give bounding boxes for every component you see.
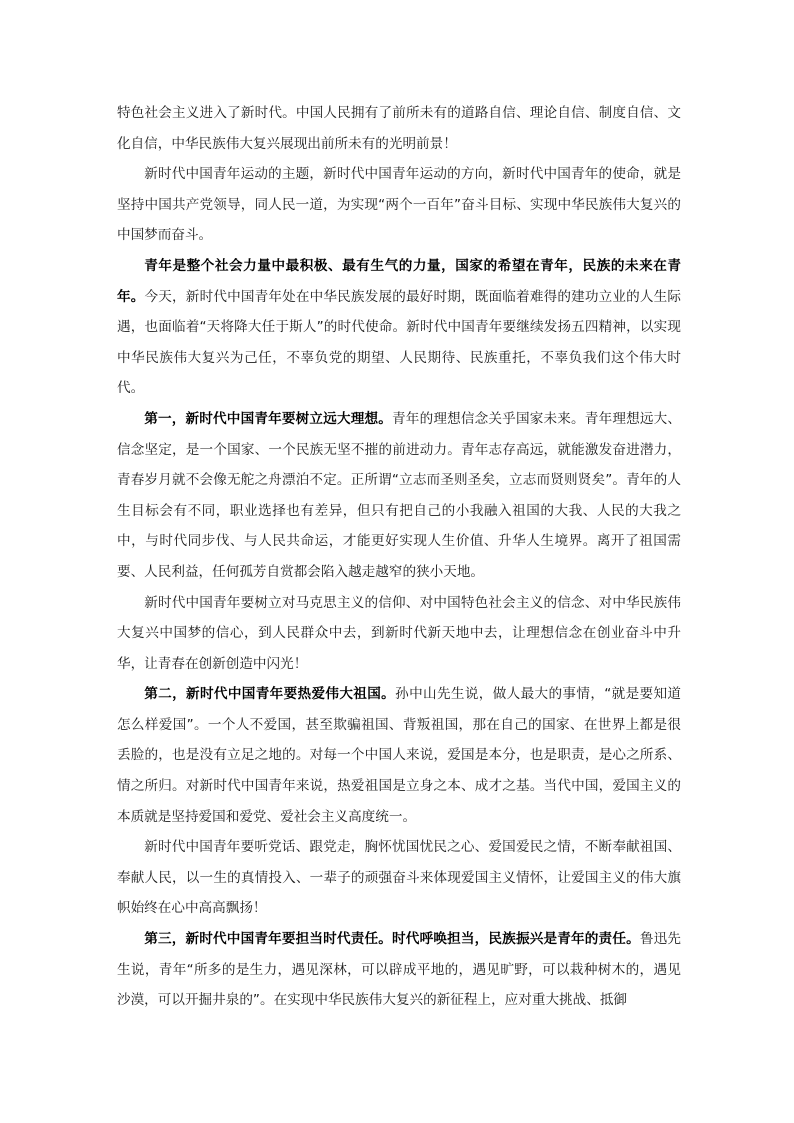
paragraph	[117, 679, 681, 832]
paragraph	[117, 404, 681, 588]
document-body	[117, 98, 681, 1016]
paragraph-lead: 第一，新时代中国青年要树立远大理想。	[144, 410, 393, 427]
paragraph-text: 青年的理想信念关乎国家未来。青年理想远大、信念坚定，是一个国家、一个民族无坚不摧的前进动力。青年志存高远，就能激发奋进潜力，青春岁月就不会像无舵之舟漂泊不定。正所谓“立志而圣则圣矣，立志而贤则贤矣”。青年的人生目标会有不同，职业选择也有差异，但只有把自己的小我融入祖国的大我、人民的大我之中，与时代同步伐、与人民共命运，才能更好实现人生价值、升华人生境界。离开了祖国需要、人民利益，任何孤芳自赏都会陷入越走越窄的狭小天地。	[117, 410, 682, 580]
paragraph	[117, 251, 681, 404]
paragraph	[117, 832, 681, 924]
paragraph-lead: 青年是整个社会力量中最积极、最有生气的力量，国家的希望在青年，民族的未来在青年。	[117, 257, 681, 305]
paragraph-text: 新时代中国青年要树立对马克思主义的信仰、对中国特色社会主义的信念、对中华民族伟大复兴中国梦的信心，到人民群众中去，到新时代新天地中去，让理想信念在创业奋斗中升华，让青春在创新创造中闪光！	[117, 594, 681, 672]
paragraph-text: 新时代中国青年运动的主题，新时代中国青年运动的方向，新时代中国青年的使命，就是坚持中国共产党领导，同人民一道，为实现“两个一百年”奋斗目标、实现中华民族伟大复兴的中国梦而奋斗。	[117, 166, 681, 244]
paragraph-text: 孙中山先生说，做人最大的事情，“就是要知道怎么样爱国”。一个人不爱国，甚至欺骗祖国、背叛祖国，那在自己的国家、在世界上都是很丢脸的，也是没有立足之地的。对每一个中国人来说，爱国是本分，也是职责，是心之所系、情之所归。对新时代中国青年来说，热爱祖国是立身之本、成才之基。当代中国，爱国主义的本质就是坚持爱国和爱党、爱社会主义高度统一。	[117, 686, 682, 825]
paragraph	[117, 924, 681, 1016]
paragraph-text: 特色社会主义进入了新时代。中国人民拥有了前所未有的道路自信、理论自信、制度自信、文化自信，中华民族伟大复兴展现出前所未有的光明前景！	[117, 105, 681, 152]
paragraph	[117, 159, 681, 251]
paragraph-text: 鲁迅先生说，青年“所多的是生力，遇见深林，可以辟成平地的，遇见旷野，可以栽种树木的，遇见沙漠，可以开掘井泉的”。在实现中华民族伟大复兴的新征程上，应对重大挑战、抵御	[117, 931, 682, 1009]
paragraph-text: 今天，新时代中国青年处在中华民族发展的最好时期，既面临着难得的建功立业的人生际遇，也面临着“天将降大任于斯人”的时代使命。新时代中国青年要继续发扬五四精神，以实现中华民族伟大复兴为己任，不辜负党的期望、人民期待、民族重托，不辜负我们这个伟大时代。	[117, 288, 682, 397]
paragraph	[117, 98, 681, 159]
paragraph	[117, 588, 681, 680]
paragraph-lead: 第三，新时代中国青年要担当时代责任。时代呼唤担当，民族振兴是青年的责任。	[144, 931, 640, 948]
paragraph-text: 新时代中国青年要听党话、跟党走，胸怀忧国忧民之心、爱国爱民之情，不断奉献祖国、奉献人民，以一生的真情投入、一辈子的顽强奋斗来体现爱国主义情怀，让爱国主义的伟大旗帜始终在心中高高飘扬！	[117, 839, 681, 917]
paragraph-lead: 第二，新时代中国青年要热爱伟大祖国。	[144, 686, 396, 703]
